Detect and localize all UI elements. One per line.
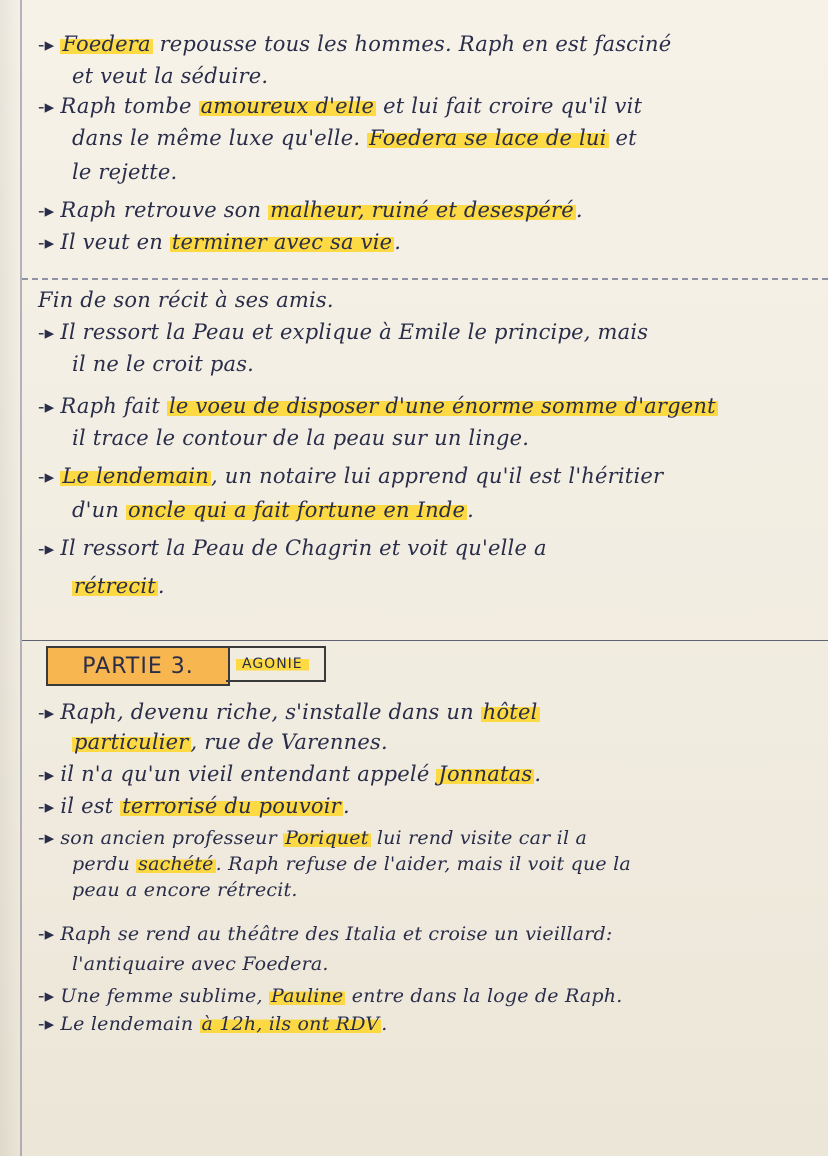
- bullet-arrow-icon: -▸: [38, 764, 55, 786]
- note-text: perdu: [72, 853, 137, 875]
- note-line: [38, 424, 820, 452]
- partie-subtitle-box: [226, 646, 326, 682]
- bullet-arrow-icon: -▸: [38, 702, 55, 724]
- partie-title: PARTIE 3.: [82, 653, 194, 679]
- highlighted-text: rétrecit: [74, 574, 156, 598]
- partie-title-box: [46, 646, 230, 686]
- highlighted-text: à 12h, ils ont RDV: [201, 1013, 380, 1035]
- note-text: et: [608, 126, 637, 150]
- highlighted-text: terrorisé du pouvoir: [122, 794, 341, 818]
- note-text: .: [467, 498, 475, 522]
- bullet-arrow-icon: -▸: [38, 923, 55, 945]
- note-text: il ne le croit pas.: [72, 352, 255, 376]
- note-text: l'antiquaire avec Foedera.: [72, 953, 329, 975]
- partie-subtitle: AGONIE: [236, 656, 309, 672]
- note-line: [38, 318, 820, 347]
- note-text: Fin de son récit à ses amis.: [38, 288, 334, 312]
- highlighted-text: amoureux d'elle: [200, 94, 375, 118]
- bullet-arrow-icon: -▸: [38, 232, 55, 254]
- bullet-arrow-icon: -▸: [38, 796, 55, 818]
- note-text: .: [342, 794, 350, 818]
- margin-line: [20, 0, 22, 1156]
- bullet-arrow-icon: -▸: [38, 396, 55, 418]
- solid-separator: [22, 640, 828, 641]
- note-line: [38, 92, 820, 121]
- highlighted-text: Foedera: [62, 32, 151, 56]
- note-line: [38, 30, 820, 59]
- note-text: et lui fait croire qu'il vit: [376, 94, 643, 118]
- note-line: [38, 1010, 820, 1038]
- note-text: il trace le contour de la peau sur un linge.: [72, 426, 530, 450]
- note-line: [38, 876, 820, 904]
- note-line: [38, 850, 820, 878]
- bullet-arrow-icon: -▸: [38, 200, 55, 222]
- note-line: [38, 572, 820, 600]
- note-text: d'un: [72, 498, 126, 522]
- note-text: Une femme sublime,: [60, 985, 269, 1007]
- highlighted-text: terminer avec sa vie: [171, 230, 393, 254]
- note-text: Raph retrouve son: [60, 198, 269, 222]
- note-line: [38, 62, 820, 90]
- note-text: , un notaire lui apprend qu'il est l'héritier: [211, 464, 664, 488]
- note-text: Raph se rend au théâtre des Italia et croise un vieillard:: [60, 923, 613, 945]
- highlighted-text: Pauline: [270, 985, 344, 1007]
- note-line: [38, 496, 820, 524]
- note-text: repousse tous les hommes. Raph en est fasciné: [152, 32, 672, 56]
- note-line: [38, 158, 820, 186]
- note-text: Raph tombe: [60, 94, 199, 118]
- highlighted-text: oncle qui a fait fortune en Inde: [127, 498, 466, 522]
- note-text: lui rend visite car il a: [370, 827, 587, 849]
- bullet-arrow-icon: -▸: [38, 466, 55, 488]
- highlighted-text: sachété: [138, 853, 214, 875]
- bullet-arrow-icon: -▸: [38, 34, 55, 56]
- highlighted-text: Jonnatas: [438, 762, 533, 786]
- highlighted-text: Foedera se lace de lui: [369, 126, 607, 150]
- bullet-arrow-icon: -▸: [38, 1013, 55, 1035]
- note-line: [38, 792, 820, 821]
- note-text: Il ressort la Peau et explique à Emile le principe, mais: [60, 320, 649, 344]
- note-line: [38, 350, 820, 378]
- note-text: entre dans la loge de Raph.: [345, 985, 623, 1007]
- note-text: .: [157, 574, 165, 598]
- note-text: peau a encore rétrecit.: [72, 879, 298, 901]
- dashed-separator: [22, 278, 828, 280]
- note-text: il est: [60, 794, 121, 818]
- note-line: [38, 698, 820, 727]
- note-text: Il ressort la Peau de Chagrin et voit qu'elle a: [60, 536, 547, 560]
- note-text: Il veut en: [60, 230, 170, 254]
- note-line: [38, 824, 820, 852]
- note-line: [38, 286, 820, 314]
- note-text: .: [575, 198, 583, 222]
- note-line: [38, 920, 820, 948]
- note-text: Raph fait: [60, 394, 167, 418]
- note-text: Le lendemain: [60, 1013, 200, 1035]
- note-line: [38, 196, 820, 225]
- note-line: [38, 534, 820, 563]
- highlighted-text: malheur, ruiné et desespéré: [270, 198, 574, 222]
- highlighted-text: Le lendemain: [62, 464, 210, 488]
- note-text: dans le même luxe qu'elle.: [72, 126, 368, 150]
- note-text: , rue de Varennes.: [190, 730, 388, 754]
- note-line: [38, 228, 820, 257]
- bullet-arrow-icon: -▸: [38, 96, 55, 118]
- highlighted-text: particulier: [74, 730, 189, 754]
- note-line: [38, 124, 820, 152]
- bullet-arrow-icon: -▸: [38, 827, 55, 849]
- note-text: .: [534, 762, 542, 786]
- highlighted-text: hôtel: [482, 700, 538, 724]
- note-text: Raph, devenu riche, s'installe dans un: [60, 700, 481, 724]
- highlighted-text: le voeu de disposer d'une énorme somme d'argent: [168, 394, 716, 418]
- note-line: [38, 760, 820, 789]
- bullet-arrow-icon: -▸: [38, 985, 55, 1007]
- note-line: [38, 462, 820, 491]
- note-text: le rejette.: [72, 160, 178, 184]
- note-text: il n'a qu'un vieil entendant appelé: [60, 762, 437, 786]
- note-line: [38, 728, 820, 756]
- note-line: [38, 950, 820, 978]
- note-text: . Raph refuse de l'aider, mais il voit que la: [215, 853, 631, 875]
- note-text: .: [394, 230, 402, 254]
- highlighted-text: Poriquet: [285, 827, 369, 849]
- note-text: son ancien professeur: [60, 827, 284, 849]
- bullet-arrow-icon: -▸: [38, 538, 55, 560]
- note-line: [38, 392, 820, 421]
- note-line: [38, 982, 820, 1010]
- bullet-arrow-icon: -▸: [38, 322, 55, 344]
- note-text: .: [381, 1013, 388, 1035]
- note-text: et veut la séduire.: [72, 64, 269, 88]
